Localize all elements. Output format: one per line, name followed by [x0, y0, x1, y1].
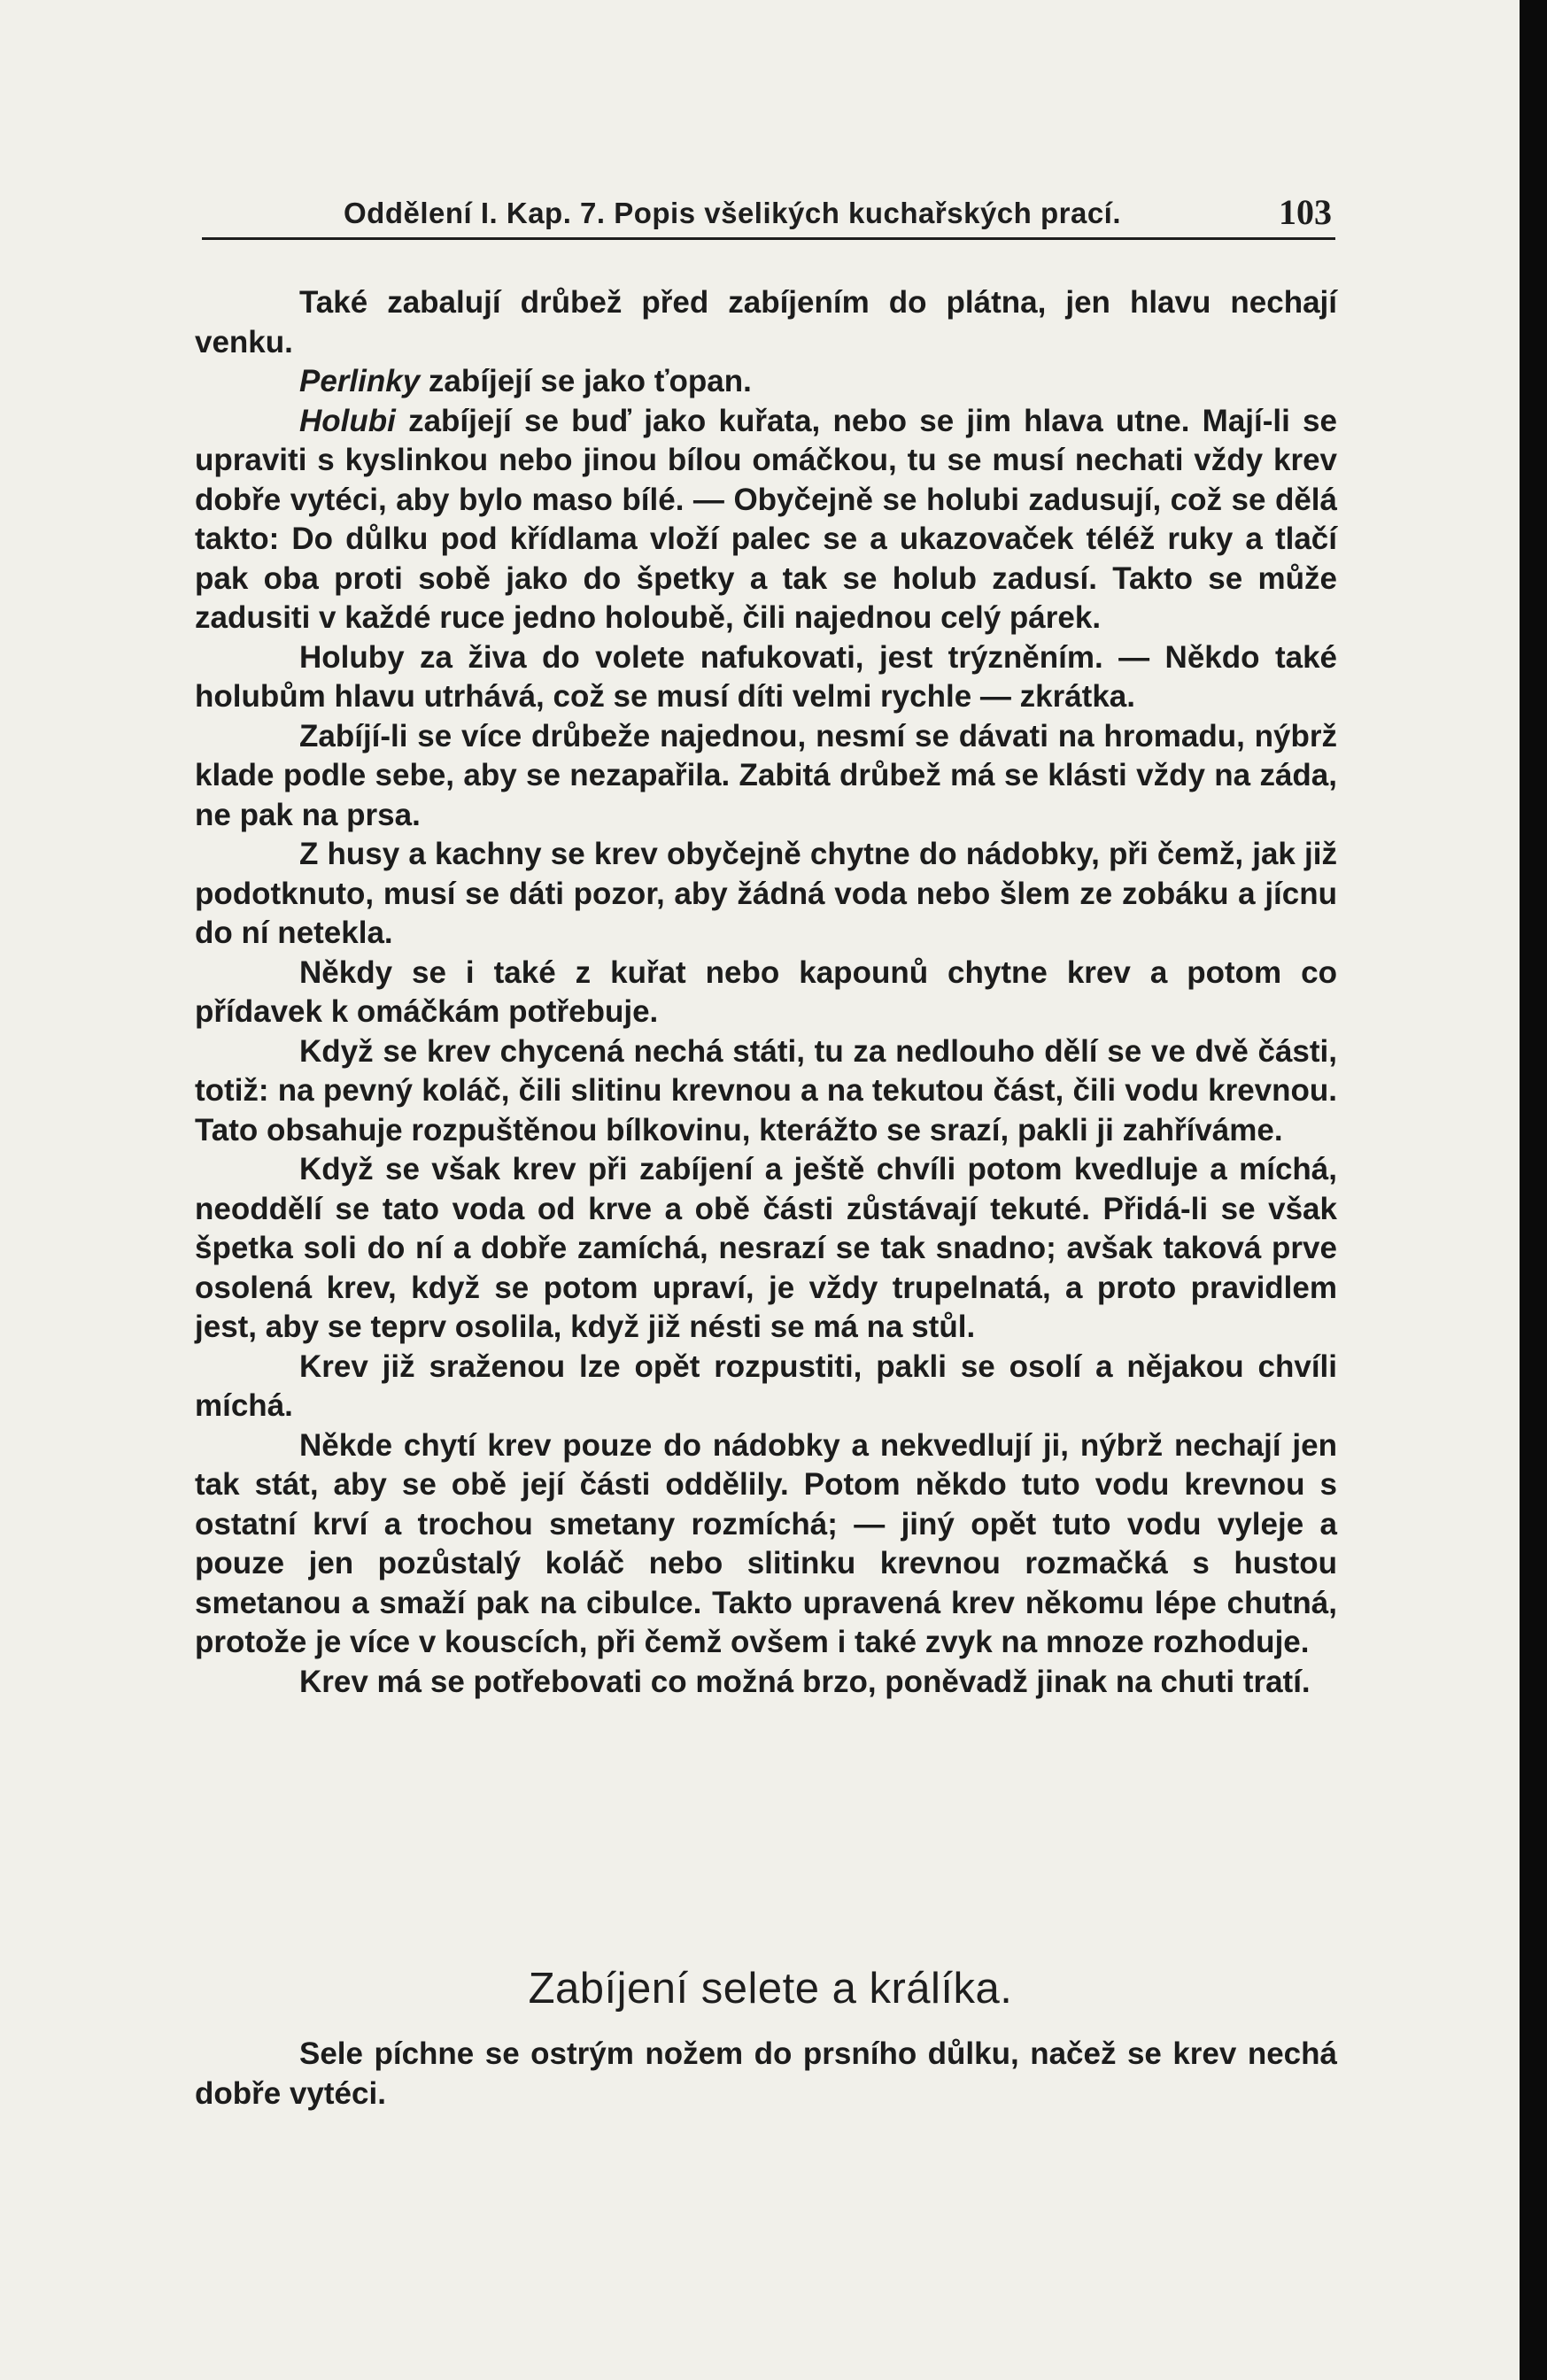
- page-header: [202, 188, 1335, 240]
- section-text: [195, 2035, 1337, 2113]
- paragraph: Krev již sraženou lze opět rozpustiti, pakli se osolí a nějakou chvíli míchá.: [195, 1348, 1337, 1423]
- italic-term: Holubi: [299, 403, 396, 438]
- running-head: Oddělení I. Kap. 7. Popis všelikých kuchařských prací.: [344, 197, 1122, 229]
- paragraph-text: zabíjejí se jako ťopan.: [420, 364, 752, 398]
- paragraph: Také zabalují drůbež před zabíjením do plátna, jen hlavu nechají venku.: [195, 285, 1337, 359]
- paragraph: Někdy se i také z kuřat nebo kapounů chytne krev a potom co přídavek k omáčkám potřebuje.: [195, 954, 1337, 1029]
- page-number: 103: [1279, 192, 1332, 232]
- paragraph: Někde chytí krev pouze do nádobky a nekvedlují ji, nýbrž nechají jen tak stát, aby se obě její části oddělily. Potom někdo tuto vodu krevnou s ostatní krví a trochou smetany rozmíchá; — jiný opět tuto vodu vyleje a pouze jen pozůstalý koláč nebo slitinku krevnou rozmačká s hustou smetanou a smaží pak na cibulce. Takto upravená krev někomu lépe chutná, protože je více v kouscích, při čemž ovšem i také zvyk na mnoze rozhoduje.: [195, 1427, 1337, 1659]
- paragraph: Krev má se potřebovati co možná brzo, poněvadž jinak na chuti tratí.: [299, 1664, 1311, 1699]
- paragraph-text: zabíjejí se buď jako kuřata, nebo se jim hlava utne. Mají-li se upraviti s kyslinkou nebo jinou bílou omáčkou, tu se musí nechati vždy krev dobře vytéci, aby bylo maso bílé. — Obyčejně se holubi zadusují, což se dělá takto: Do důlku pod křídlama vloží palec se a ukazovaček téléž ruky a tlačí pak oba proti sobě jako do špetky a tak se holub zadusí. Takto se může zadusiti v každé ruce jedno holoubě, čili najednou celý párek.: [195, 403, 1337, 635]
- paragraph: Sele píchne se ostrým nožem do prsního důlku, načež se krev nechá dobře vytéci.: [195, 2036, 1337, 2111]
- paragraph: [195, 362, 1337, 402]
- main-text: [195, 283, 1337, 1702]
- paragraph: [195, 402, 1337, 638]
- paragraph: Holuby za živa do volete nafukovati, jest trýzněním. — Někdo také holubům hlavu utrhává, což se musí díti velmi rychle — zkrátka.: [195, 639, 1337, 714]
- italic-term: Perlinky: [299, 364, 421, 398]
- section-heading: Zabíjení selete a králíka.: [528, 1965, 1013, 2013]
- paragraph: Zabíjí-li se více drůbeže najednou, nesmí se dávati na hromadu, nýbrž klade podle sebe, aby se nezapařila. Zabitá drůbež má se klásti vždy na záda, ne pak na prsa.: [195, 718, 1337, 832]
- scan-border: [1520, 0, 1547, 2380]
- paragraph: Když se krev chycená nechá státi, tu za nedlouho dělí se ve dvě části, totiž: na pevný koláč, čili slitinu krevnou a na tekutou část, čili vodu krevnou. Tato obsahuje rozpuštěnou bílkovinu, kterážto se srazí, pakli ji zahříváme.: [195, 1033, 1337, 1148]
- paragraph: Z husy a kachny se krev obyčejně chytne do nádobky, při čemž, jak již podotknuto, musí se dáti pozor, aby žádná voda nebo šlem ze zobáku a jícnu do ní netekla.: [195, 837, 1337, 950]
- paragraph: Když se však krev při zabíjení a ještě chvíli potom kvedluje a míchá, neoddělí se tato voda od krve a obě části zůstávají tekuté. Přidá-li se však špetka soli do ní a dobře zamíchá, nesrazí se tak snadno; avšak taková prve osolená krev, když se potom upraví, je vždy trupelnatá, a proto pravidlem jest, aby se teprv osolila, když již nésti se má na stůl.: [195, 1152, 1337, 1344]
